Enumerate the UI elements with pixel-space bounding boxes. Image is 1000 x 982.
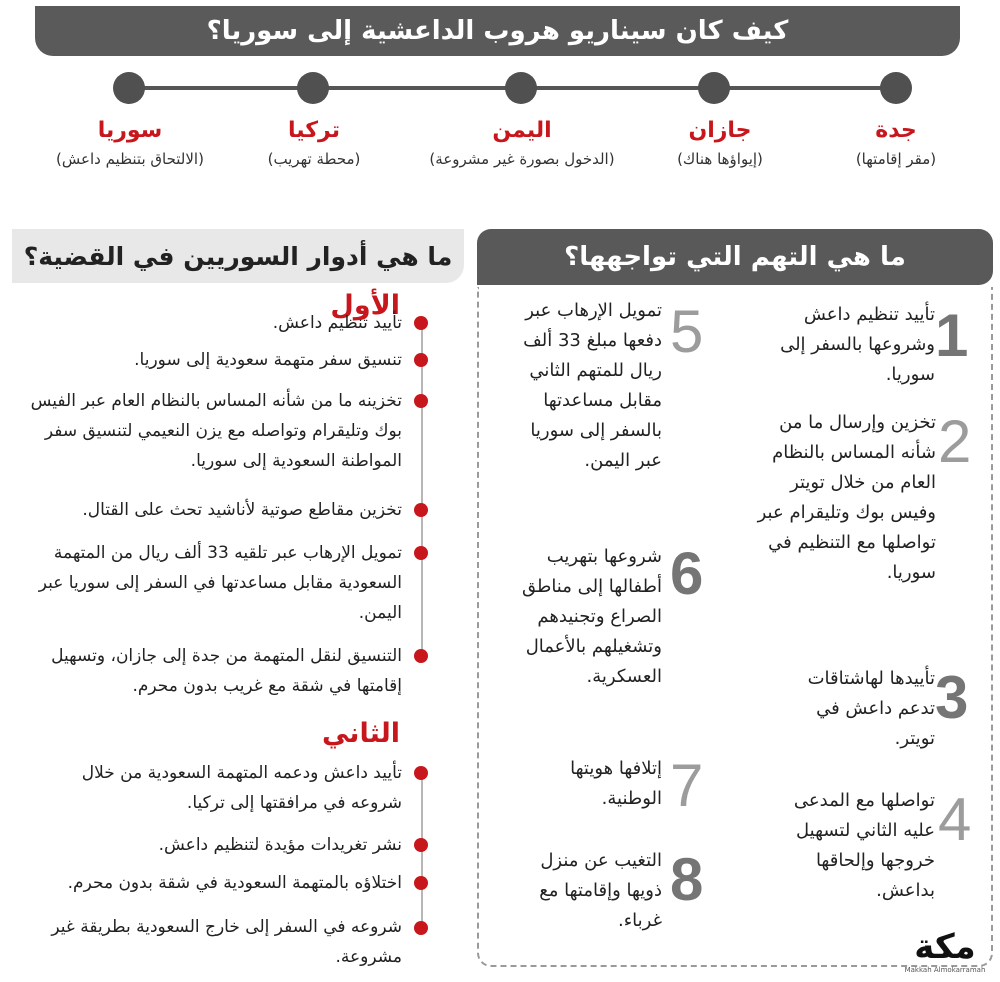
bullet: [414, 503, 428, 517]
bullet: [414, 546, 428, 560]
route-city-jeddah: جدة: [875, 118, 917, 143]
charges-heading: ما هي التهم التي تواجهها؟: [477, 229, 993, 285]
logo-subtitle: Makkah Almokarramah: [904, 966, 986, 974]
charge-number: 7: [670, 752, 704, 819]
route-note-yemen: (الدخول بصورة غير مشروعة): [429, 150, 615, 168]
bullet: [414, 316, 428, 330]
charge-text: تمويل الإرهاب عبر دفعها مبلغ 33 ألف ريال للمتهم الثاني مقابل مساعدتها بالسفر إلى سوريا عبر اليمن.: [523, 300, 662, 471]
role-item: تنسيق سفر متهمة سعودية إلى سوريا.: [134, 350, 402, 370]
first-timeline: [421, 322, 423, 656]
route-city-jazan: جازان: [688, 118, 752, 143]
roles-heading: ما هي أدوار السوريين في القضية؟: [12, 229, 464, 283]
second-timeline: [421, 772, 423, 932]
route-city-turkey: تركيا: [288, 118, 340, 143]
route-dot-jeddah: [880, 72, 912, 104]
role-item: تخزينه ما من شأنه المساس بالنظام العام عبر الفيس بوك وتليقرام وتواصله مع يزن النعيمي لتنسيق سفر المواطنة السعودية إلى سوريا.: [30, 391, 402, 471]
charge-number: 4: [938, 786, 972, 853]
role-item: اختلاؤه بالمتهمة السعودية في شقة بدون محرم.: [67, 873, 402, 893]
charge-number: 5: [670, 298, 704, 365]
route-note-turkey: (محطة تهريب): [267, 150, 361, 168]
route-note-syria: (الالتحاق بتنظيم داعش): [56, 150, 204, 168]
charge-text: تخزين وإرسال ما من شأنه المساس بالنظام العام من خلال تويتر وفيس بوك وتليقرام عبر تواصلها مع التنظيم في سوريا.: [757, 412, 936, 583]
role-item: تأييد داعش ودعمه المتهمة السعودية من خلال شروعه في مرافقتها إلى تركيا.: [81, 763, 402, 813]
charge-text: إتلافها هويتها الوطنية.: [570, 758, 662, 809]
route-city-yemen: اليمن: [492, 118, 552, 143]
charge-text: تأييد تنظيم داعش وشروعها بالسفر إلى سوريا.: [780, 304, 935, 385]
charge-text: تواصلها مع المدعى عليه الثاني لتسهيل خروجها وإلحاقها بداعش.: [793, 790, 935, 901]
role-item: شروعه في السفر إلى خارج السعودية بطريقة غير مشروعة.: [51, 917, 402, 967]
bullet: [414, 394, 428, 408]
route-note-jeddah: (مقر إقامتها): [855, 150, 937, 168]
route-dot-jazan: [698, 72, 730, 104]
charge-text: تأييدها لهاشتاقات تدعم داعش في تويتر.: [807, 668, 935, 749]
route-city-syria: سوريا: [97, 118, 163, 143]
role-item: تمويل الإرهاب عبر تلقيه 33 ألف ريال من المتهمة السعودية مقابل مساعدتها في السفر إلى سوريا عبر اليمن.: [38, 543, 402, 623]
charge-number: 2: [938, 408, 972, 475]
role-item: تأييد تنظيم داعش.: [272, 313, 402, 333]
second-suspect-heading: الثاني: [321, 718, 400, 749]
route-dot-syria: [113, 72, 145, 104]
charge-number: 8: [670, 846, 704, 913]
role-item: التنسيق لنقل المتهمة من جدة إلى جازان، وتسهيل إقامتها في شقة مع غريب بدون محرم.: [51, 646, 402, 696]
charge-number: 6: [670, 540, 704, 607]
page-title: كيف كان سيناريو هروب الداعشية إلى سوريا؟: [35, 6, 960, 56]
charge-number: 1: [935, 302, 969, 369]
makkah-logo: [898, 928, 992, 978]
bullet: [414, 766, 428, 780]
bullet: [414, 838, 428, 852]
bullet: [414, 649, 428, 663]
bullet: [414, 921, 428, 935]
route-dot-yemen: [505, 72, 537, 104]
charge-number: 3: [935, 664, 969, 731]
first-suspect-heading: الأول: [330, 290, 400, 321]
charge-text: التغيب عن منزل ذويها وإقامتها مع غرباء.: [539, 850, 662, 931]
charge-text: شروعها بتهريب أطفالها إلى مناطق الصراع وتجنيدهم وتشغيلهم بالأعمال العسكرية.: [521, 546, 662, 687]
role-item: تخزين مقاطع صوتية لأناشيد تحث على القتال.: [82, 500, 402, 520]
route-note-jazan: (إيواؤها هناك): [677, 150, 763, 168]
bullet: [414, 876, 428, 890]
logo-mark: مكة: [914, 927, 976, 967]
role-item: نشر تغريدات مؤيدة لتنظيم داعش.: [158, 835, 402, 855]
route-dot-turkey: [297, 72, 329, 104]
bullet: [414, 353, 428, 367]
